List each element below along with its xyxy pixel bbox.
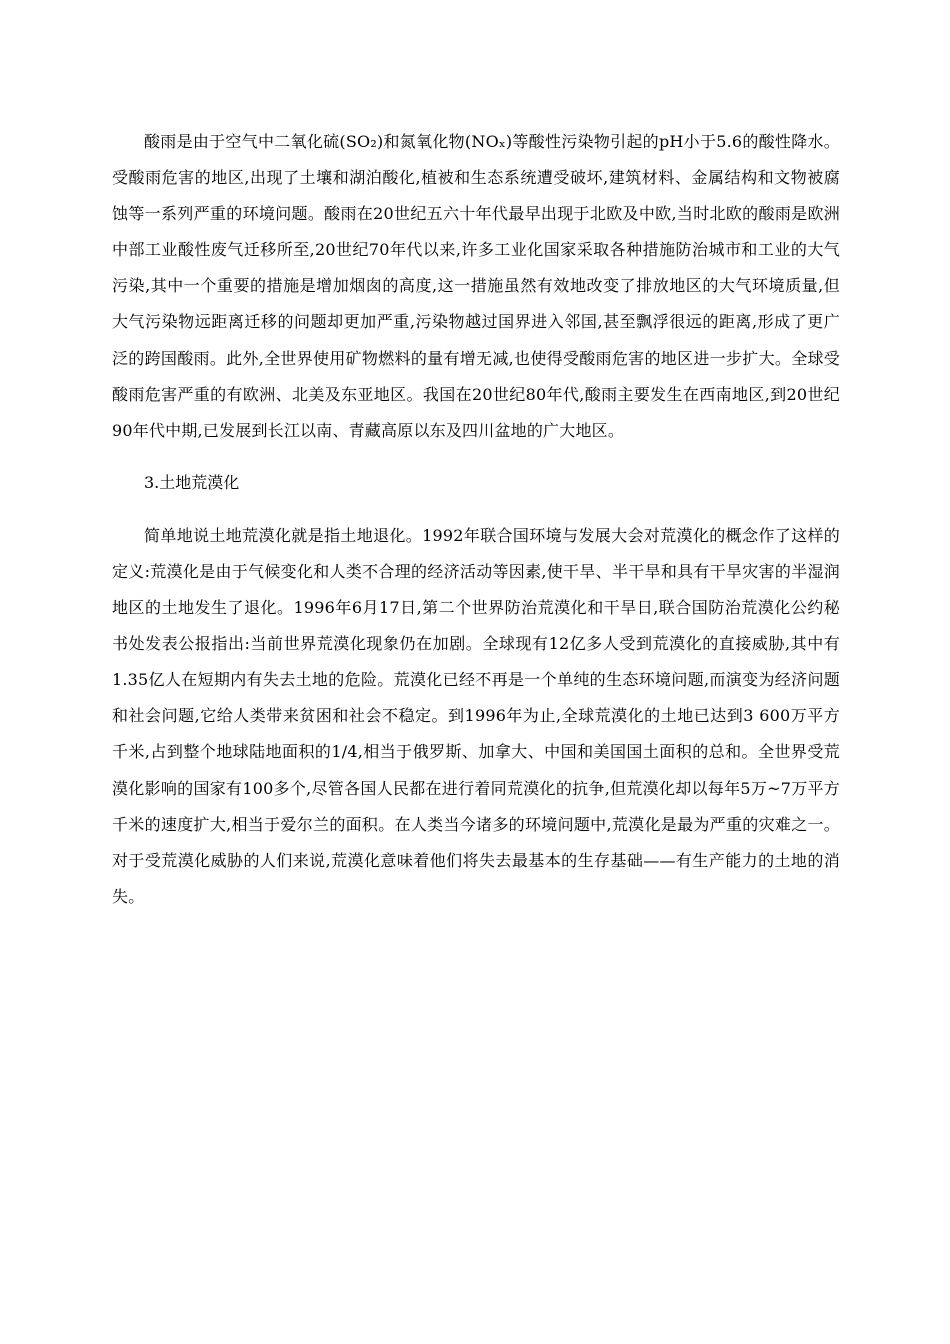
paragraph-desertification: 简单地说土地荒漠化就是指土地退化。1992年联合国环境与发展大会对荒漠化的概念作了这样的定义:荒漠化是由于气候变化和人类不合理的经济活动等因素,使干旱、半干旱和具有干旱灾害的半湿润地区的土地发生了退化。1996年6月17日,第二个世界防治荒漠化和干旱日,联合国防治荒漠化公约秘书处发表公报指出:当前世界荒漠化现象仍在加剧。全球现有12亿多人受到荒漠化的直接威胁,其中有1.35亿人在短期内有失去土地的危险。荒漠化已经不再是一个单纯的生态环境问题,而演变为经济问题和社会问题,它给人类带来贫困和社会不稳定。到1996年为止,全球荒漠化的土地已达到3 600万平方千米,占到整个地球陆地面积的1/4,相当于俄罗斯、加拿大、中国和美国国土面积的总和。全世界受荒漠化影响的国家有100多个,尽管各国人民都在进行着同荒漠化的抗争,但荒漠化却以每年5万~7万平方千米的速度扩大,相当于爱尔兰的面积。在人类当今诸多的环境问题中,荒漠化是最为严重的灾难之一。对于受荒漠化威胁的人们来说,荒漠化意味着他们将失去最基本的生存基础——有生产能力的土地的消失。 — [112, 525, 840, 906]
document-body — [112, 124, 840, 915]
section-heading: 3.土地荒漠化 — [144, 472, 240, 492]
paragraph-spacer — [112, 501, 840, 518]
paragraph-acid-rain: 酸雨是由于空气中二氧化硫(SO₂)和氮氧化物(NOₓ)等酸性污染物引起的pH小于5.6的酸性降水。受酸雨危害的地区,出现了土壤和湖泊酸化,植被和生态系统遭受破坏,建筑材料、金属结构和文物被腐蚀等一系列严重的环境问题。酸雨在20世纪五六十年代最早出现于北欧及中欧,当时北欧的酸雨是欧洲中部工业酸性废气迁移所至,20世纪70年代以来,许多工业化国家采取各种措施防治城市和工业的大气污染,其中一个重要的措施是增加烟囱的高度,这一措施虽然有效地改变了排放地区的大气环境质量,但大气污染物远距离迁移的问题却更加严重,污染物越过国界进入邻国,甚至飘浮很远的距离,形成了更广泛的跨国酸雨。此外,全世界使用矿物燃料的量有增无减,也使得受酸雨危害的地区进一步扩大。全球受酸雨危害严重的有欧洲、北美及东亚地区。我国在20世纪80年代,酸雨主要发生在西南地区,到20世纪90年代中期,已发展到长江以南、青藏高原以东及四川盆地的广大地区。 — [112, 132, 840, 440]
paragraph-spacer — [112, 449, 840, 465]
